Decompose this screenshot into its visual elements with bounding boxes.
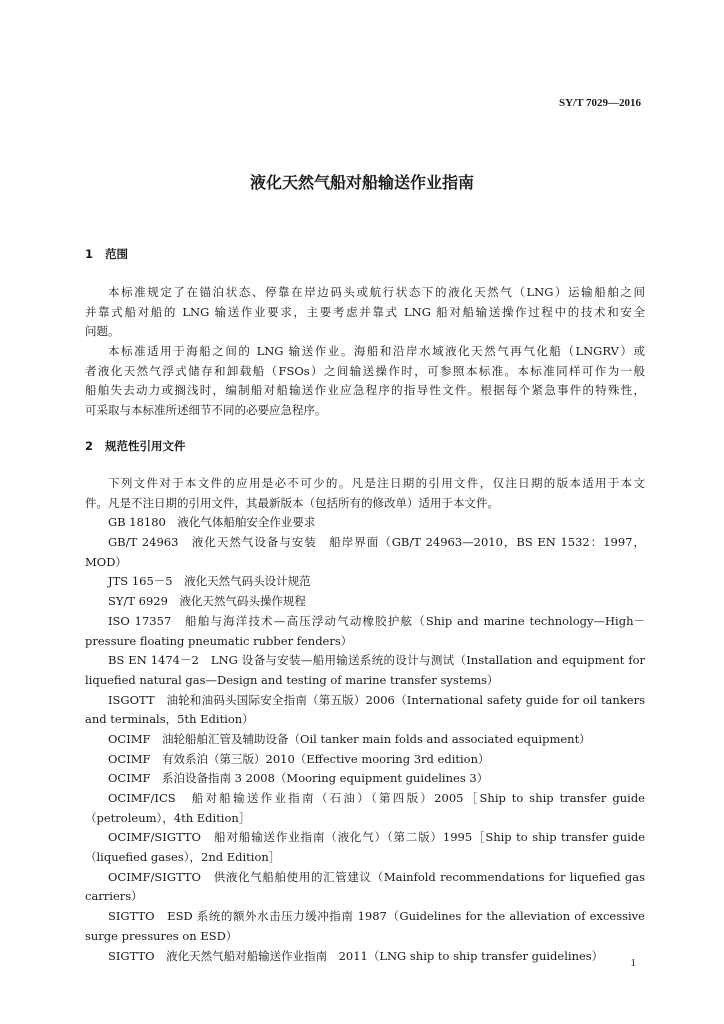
standard-number-header: SY/T 7029—2016 [558, 97, 641, 109]
section-1-heading [85, 246, 128, 262]
reference-item: OCIMF 系泊设备指南 3 2008（Mooring equipment guidelines 3） [108, 771, 489, 786]
reference-item: JTS 165－5 液化天然气码头设计规范 [108, 574, 311, 589]
section-1-body [85, 283, 645, 421]
reference-item: OCIMF 油轮船舶汇管及辅助设备（Oil tanker main folds and associated equipment） [108, 731, 591, 746]
reference-item-cont: and terminals，5th Edition） [85, 712, 254, 727]
text-line: 并靠式船对船的 LNG 输送作业要求，主要考虑并靠式 LNG 船对船输送操作过程中的技术和安全 [85, 304, 645, 319]
reference-item: GB/T 24963 液化天然气设备与安装 船岸界面（GB/T 24963—2010，BS EN 1532：1997， [108, 535, 645, 550]
text-line: 本标准适用于海船之间的 LNG 输送作业。海船和沿岸水域液化天然气再气化船（LNGRV）或 [108, 344, 645, 359]
reference-item-cont: （liquefied gases），2nd Edition］ [85, 850, 281, 865]
reference-item: SIGTTO 液化天然气船对船输送作业指南 2011（LNG ship to ship transfer guidelines） [108, 948, 604, 963]
text-line: 问题。 [85, 324, 120, 339]
section-2-body [85, 474, 645, 966]
section-2-number: 2 [85, 439, 94, 453]
text-line: 船舶失去动力或搁浅时，编制船对船输送作业应急程序的指导性文件。根据每个紧急事件的特殊性， [85, 383, 645, 398]
text-line: 可采取与本标准所述细节不同的必要应急程序。 [85, 403, 327, 418]
section-1-title: 范围 [105, 247, 128, 261]
reference-item: OCIMF/SIGTTO 供液化气船舶使用的汇管建议（Mainfold recommendations for liquefied gas [108, 869, 645, 884]
reference-item: OCIMF/ICS 船对船输送作业指南（石油）（第四版）2005［Ship to ship transfer guide [108, 791, 645, 805]
section-2-heading [85, 438, 186, 454]
reference-item: BS EN 1474－2 LNG 设备与安装—船用输送系统的设计与测试（Installation and equipment for [108, 653, 645, 668]
reference-item-cont: carriers） [85, 889, 143, 904]
reference-item-cont: （petroleum），4th Edition］ [85, 810, 251, 825]
reference-item-cont: surge pressures on ESD） [85, 928, 238, 943]
reference-item: ISO 17357 船舶与海洋技术—高压浮动气动橡胶护舷（Ship and marine technology—High－ [108, 613, 645, 628]
reference-item: OCIMF 有效系泊（第三版）2010（Effective mooring 3rd edition） [108, 751, 490, 766]
document-title: 液化天然气船对船输送作业指南 [249, 173, 474, 192]
text-line: 件。凡是不注日期的引用文件，其最新版本（包括所有的修改单）适用于本文件。 [85, 495, 499, 510]
text-line: 下列文件对于本文件的应用是必不可少的。凡是注日期的引用文件，仅注日期的版本适用于本文 [108, 476, 645, 490]
section-1-number: 1 [85, 247, 94, 261]
reference-item: OCIMF/SIGTTO 船对船输送作业指南（液化气）（第二版）1995［Ship to ship transfer guide [108, 830, 645, 845]
text-line: 者液化天然气浮式储存和卸载船（FSOs）之间输送操作时，可参照本标准。本标准同样可作为一般 [85, 363, 645, 378]
page-number: 1 [630, 957, 636, 969]
text-line: 本标准规定了在锚泊状态、停靠在岸边码头或航行状态下的液化天然气（LNG）运输船舶之间 [108, 285, 645, 299]
reference-item-cont: MOD） [85, 554, 127, 569]
reference-item: GB 18180 液化气体船舶安全作业要求 [108, 515, 316, 530]
reference-item: SIGTTO ESD 系统的额外水击压力缓冲指南 1987（Guidelines for the alleviation of excessive [108, 909, 645, 924]
reference-item: SY/T 6929 液化天然气码头操作规程 [108, 594, 306, 609]
section-2-title: 规范性引用文件 [105, 439, 186, 453]
reference-item: ISGOTT 油轮和油码头国际安全指南（第五版）2006（International safety guide for oil tankers [108, 692, 645, 707]
reference-item-cont: pressure floating pneumatic rubber fenders） [85, 633, 353, 648]
reference-item-cont: liquefied natural gas—Design and testing of marine transfer systems） [85, 672, 499, 687]
